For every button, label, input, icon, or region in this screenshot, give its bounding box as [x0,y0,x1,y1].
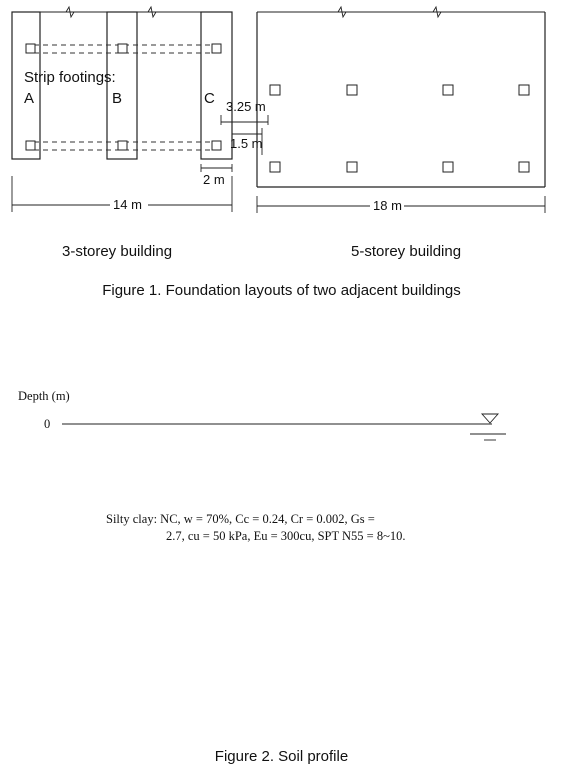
column [270,85,280,95]
column [118,141,127,150]
column [443,85,453,95]
dimension-3-25m: 3.25 m [226,99,266,114]
column [118,44,127,53]
depth-axis-label: Depth (m) [18,389,70,403]
dimension-2m: 2 m [203,172,225,187]
column [26,141,35,150]
figure1-caption: Figure 1. Foundation layouts of two adjacent buildings [102,282,461,299]
building1-label: 3-storey building [62,243,173,260]
dimension-18m: 18 m [373,198,402,213]
footing-label-b: B [112,90,123,107]
soil-description-line1: Silty clay: NC, w = 70%, Cc = 0.24, Cr = 0.002, Gs = [106,512,375,526]
footing-label-a: A [24,90,35,107]
column [347,162,357,172]
column [519,85,529,95]
soil-description-line2: 2.7, cu = 50 kPa, Eu = 300cu, SPT N55 = 8~10. [166,529,406,543]
soil-description [106,511,446,545]
building2-label: 5-storey building [351,243,462,260]
dimension-1-5m: 1.5 m [230,136,263,151]
column [519,162,529,172]
depth-zero-label: 0 [44,417,51,431]
column [443,162,453,172]
column [26,44,35,53]
strip-footing-c [201,12,232,159]
footing-label-c: C [204,90,215,107]
dimension-14m: 14 m [113,197,142,212]
water-table-icon [482,414,498,423]
column [212,141,221,150]
column [212,44,221,53]
figure2-caption: Figure 2. Soil profile [214,748,349,765]
column [270,162,280,172]
column [347,85,357,95]
strip-footings-label: Strip footings: [24,69,116,86]
